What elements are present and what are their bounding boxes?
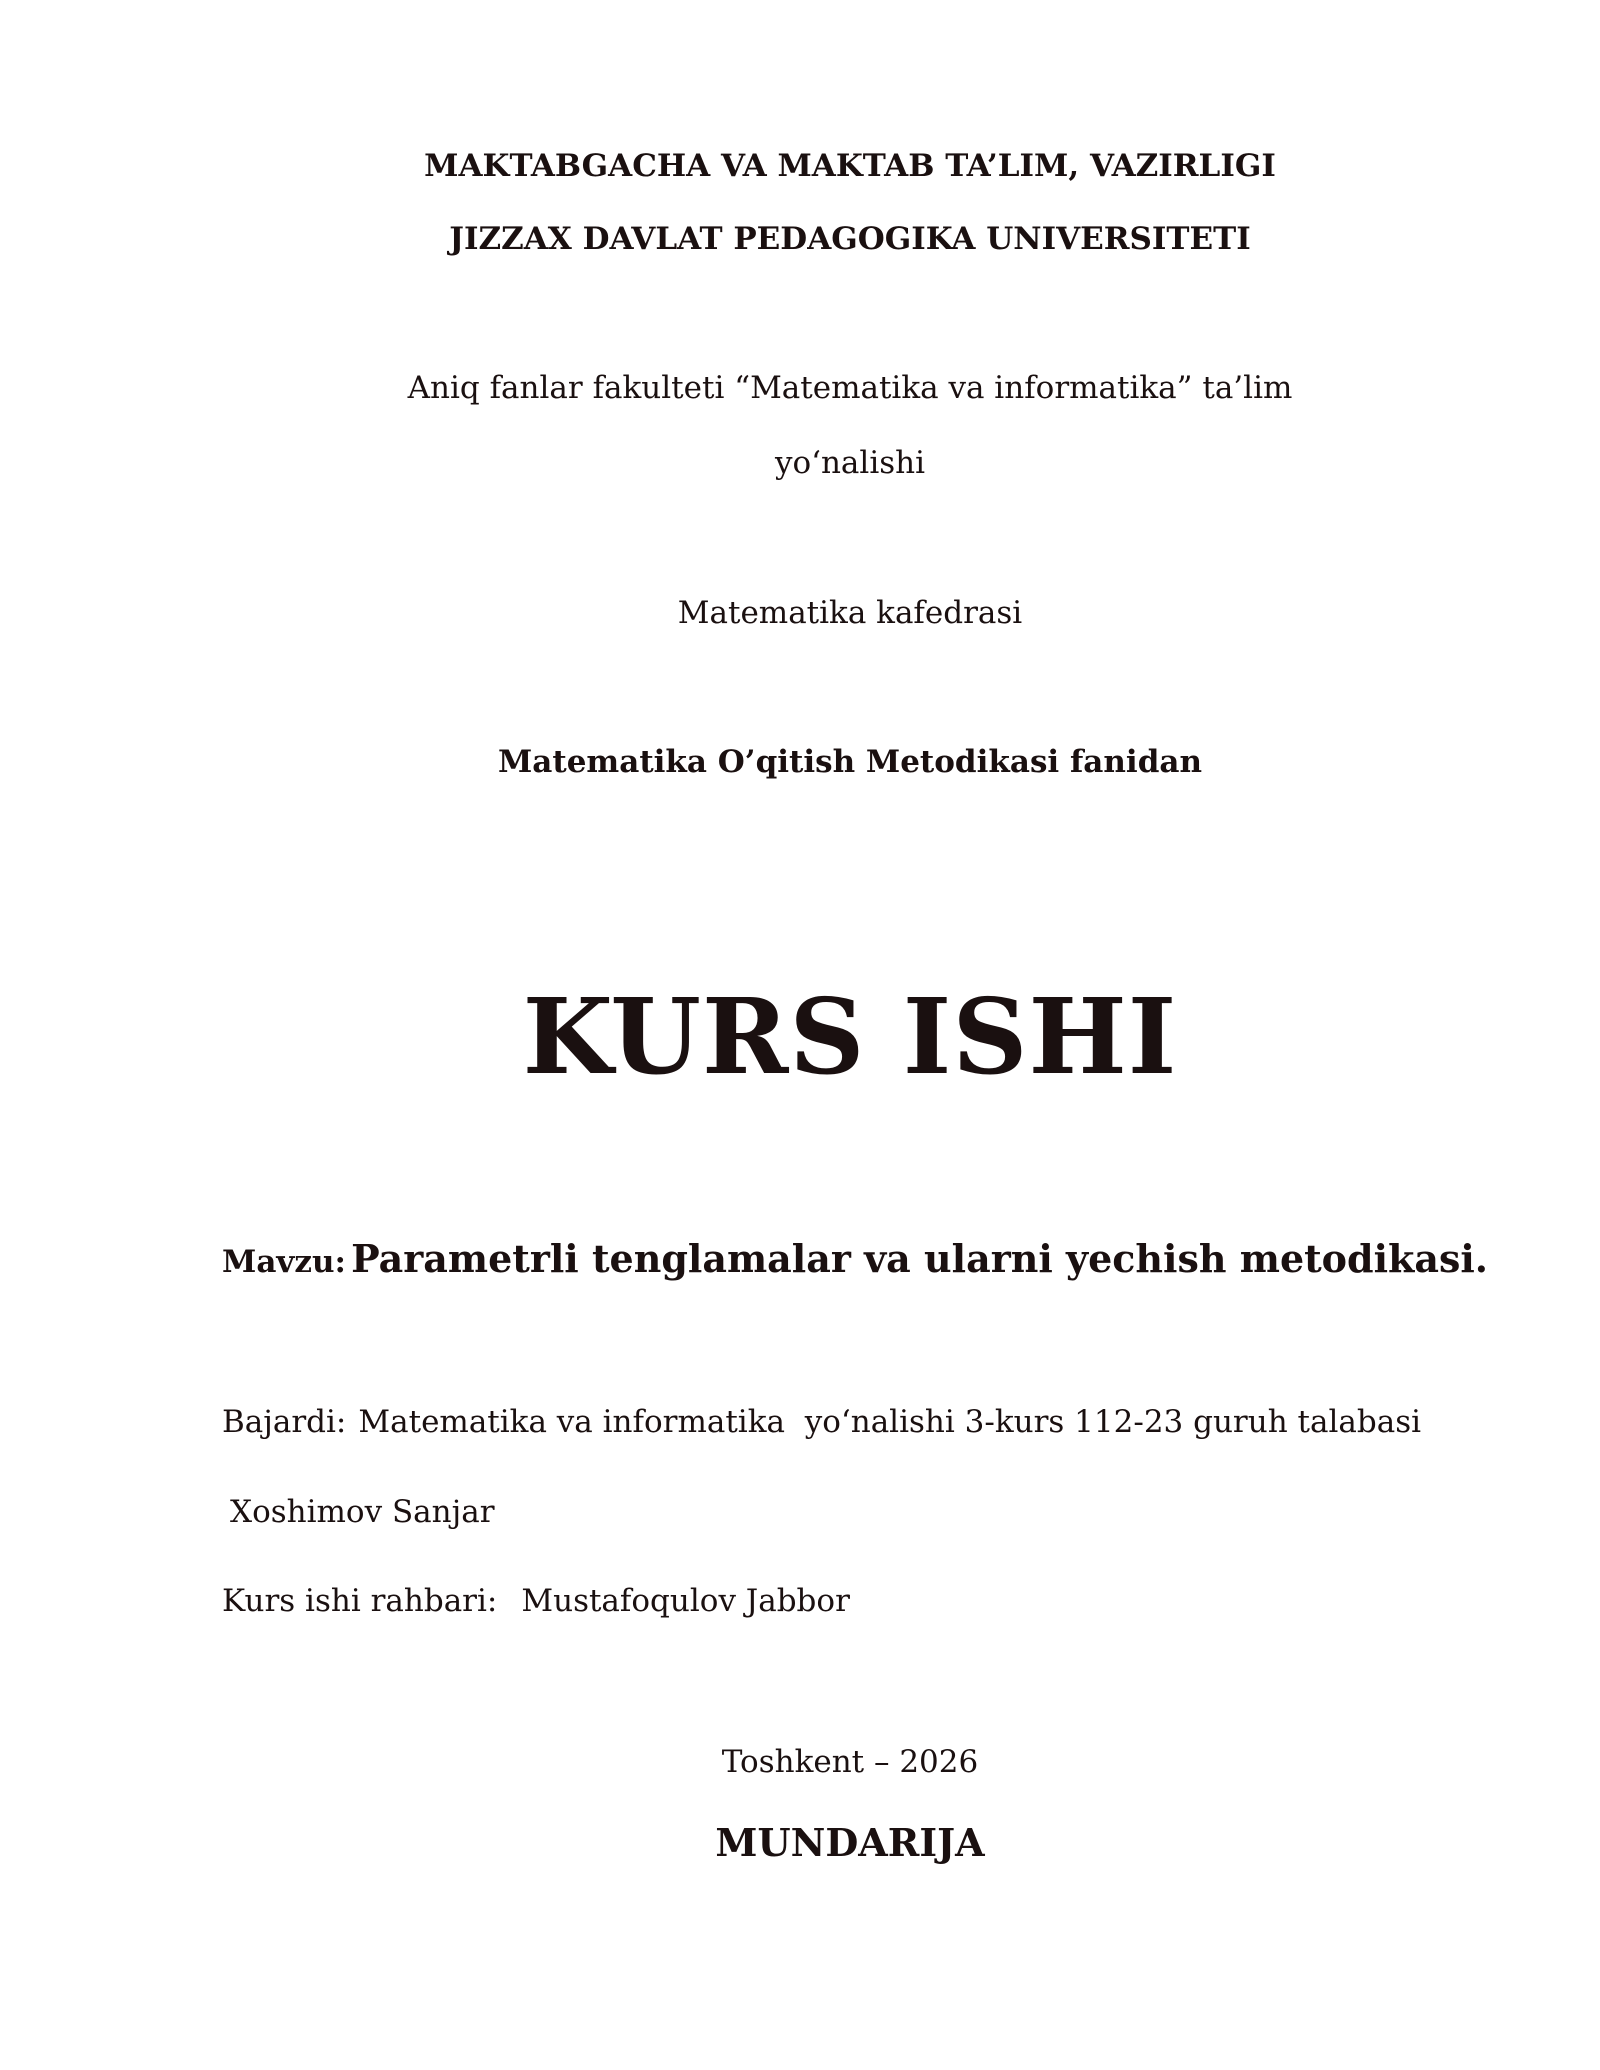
subject-title: Matematika O’qitish Metodikasi fanidan (497, 744, 1203, 780)
department-name: Matematika kafedrasi (677, 595, 1023, 631)
faculty-line-2: yo‘nalishi (774, 445, 926, 481)
topic-label: Mavzu: (222, 1244, 346, 1280)
supervisor-label: Kurs ishi rahbari: (222, 1583, 498, 1619)
student-label: Bajardi: (222, 1404, 347, 1440)
ministry-name: MAKTABGACHA VA MAKTAB TA’LIM, VAZIRLIGI (424, 148, 1276, 184)
student-info (222, 1404, 1421, 1440)
topic-row (222, 1236, 1488, 1281)
supervisor-name: Mustafoqulov Jabbor (521, 1583, 850, 1619)
student-name: Xoshimov Sanjar (230, 1494, 495, 1530)
university-name: JIZZAX DAVLAT PEDAGOGIKA UNIVERSITETI (449, 221, 1251, 257)
student-details: Matematika va informatika yo‘nalishi 3-kurs 112-23 guruh talabasi (358, 1404, 1422, 1440)
supervisor-info (222, 1583, 850, 1619)
document-type-title: KURS ISHI (522, 975, 1178, 1098)
faculty-line-1: Aniq fanlar fakulteti “Matematika va informatika” ta’lim (407, 370, 1293, 406)
topic-text: Parametrli tenglamalar va ularni yechish metodikasi. (351, 1236, 1489, 1281)
toc-heading: MUNDARIJA (715, 1820, 985, 1865)
place-year: Toshkent – 2026 (721, 1744, 979, 1780)
